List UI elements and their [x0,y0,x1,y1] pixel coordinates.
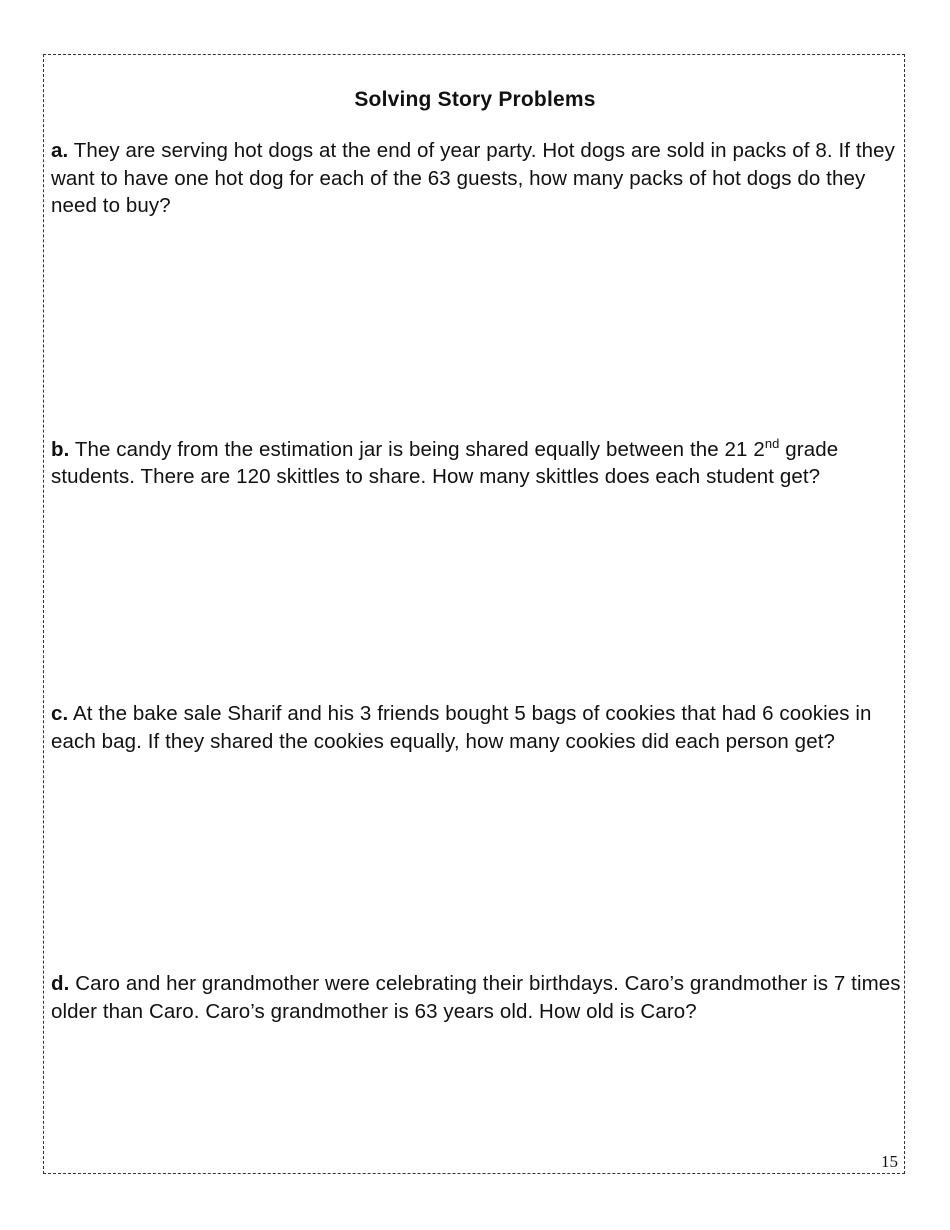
problem-d [51,970,903,1025]
page-title: Solving Story Problems [354,88,596,111]
problem-text-continued: grade students. There are 120 skittles to share. How many skittles does each student get? [51,437,839,489]
problem-text: They are serving hot dogs at the end of year party. Hot dogs are sold in packs of 8. If they want to have one hot dog for each of the 63 guests, how many packs of hot dogs do they need to buy? [51,139,896,217]
ordinal-suffix: nd [764,436,780,451]
problem-text: The candy from the estimation jar is being shared equally between the 21 2 [69,437,765,461]
problem-text: At the bake sale Sharif and his 3 friends bought 5 bags of cookies that had 6 cookies in each bag. If they shared the cookies equally, how many cookies did each person get? [51,702,872,753]
problem-letter: b. [51,437,70,461]
problem-text: Caro and her grandmother were celebrating their birthdays. Caro’s grandmother is 7 times older than Caro. Caro’s grandmother is 63 years old. How old is Caro? [51,972,901,1023]
problem-c [51,700,903,755]
problem-a [51,137,903,220]
problem-letter: d. [51,972,70,995]
page-number: 15 [881,1152,898,1171]
problem-letter: a. [51,139,69,162]
problem-letter: c. [51,702,69,725]
problem-b [51,430,903,491]
